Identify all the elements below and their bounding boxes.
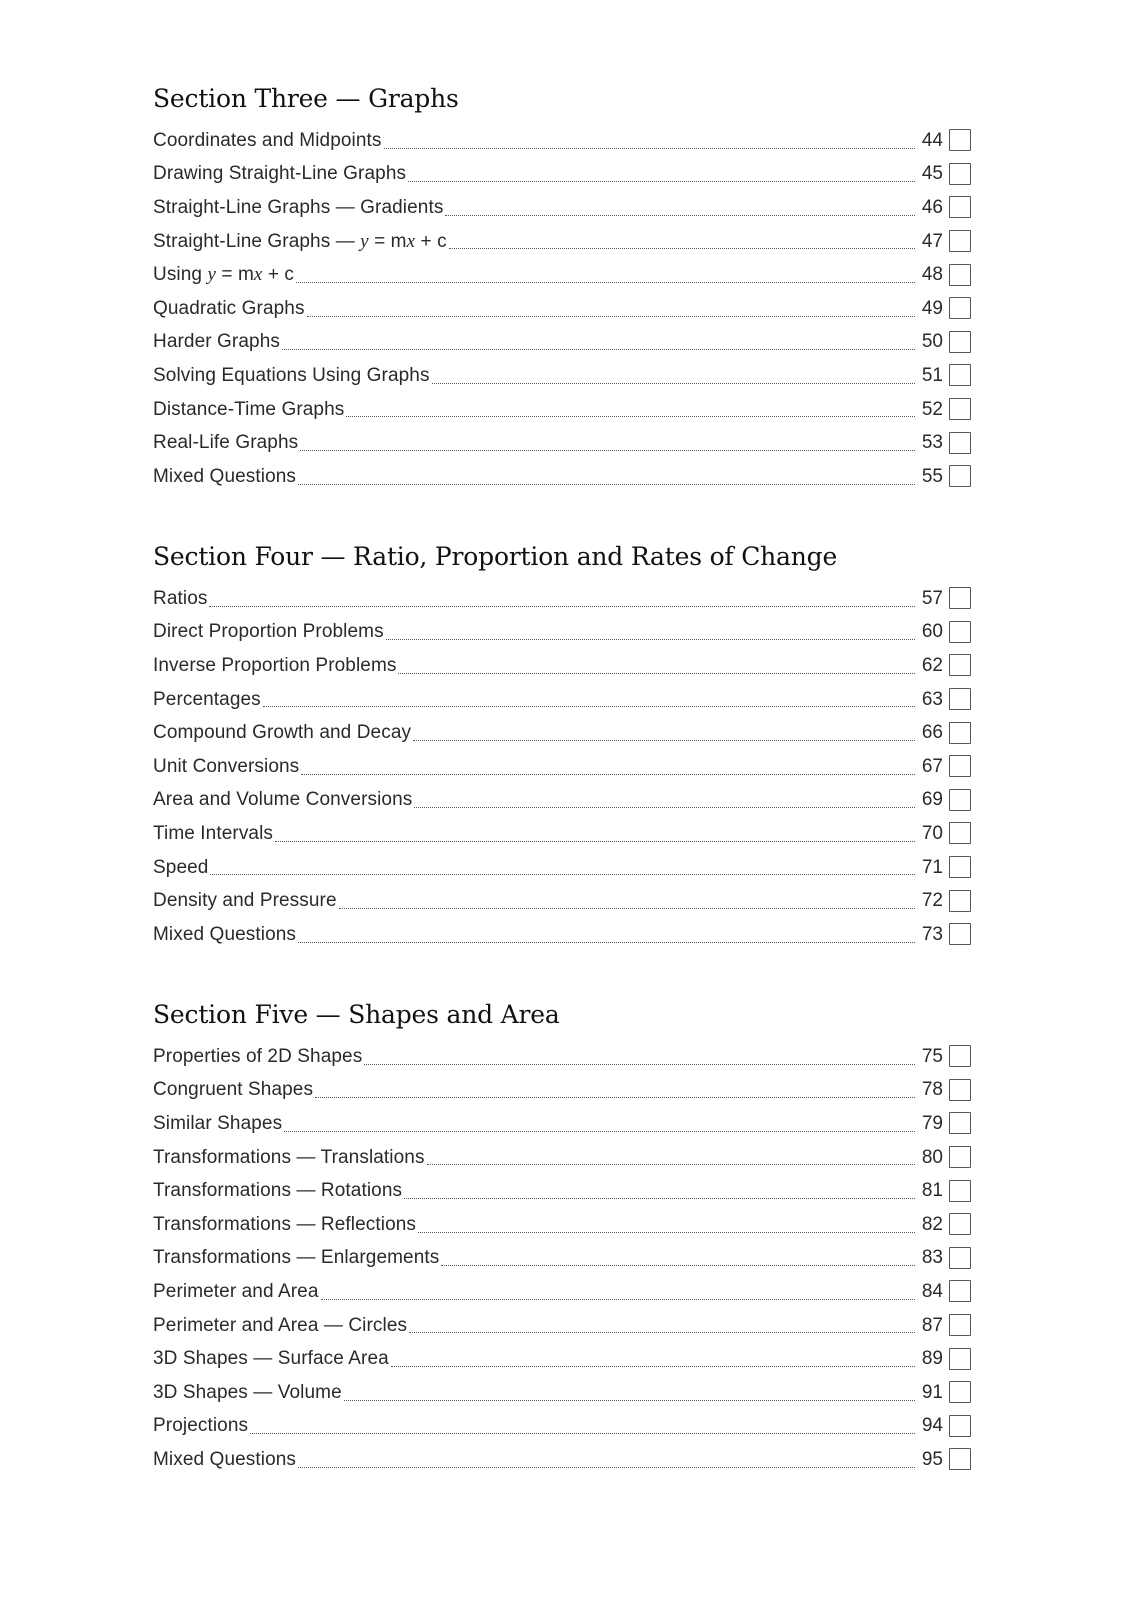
progress-checkbox[interactable] xyxy=(949,196,971,218)
toc-entry xyxy=(153,1074,971,1108)
entry-page-number: 69 xyxy=(921,789,943,811)
progress-checkbox[interactable] xyxy=(949,1247,971,1269)
toc-entry xyxy=(153,649,971,683)
toc-entry xyxy=(153,426,971,460)
dot-leader xyxy=(315,1097,915,1098)
entry-title: Transformations — Translations xyxy=(153,1146,425,1168)
entry-page-number: 44 xyxy=(921,129,943,151)
dot-leader xyxy=(284,1131,915,1132)
progress-checkbox[interactable] xyxy=(949,1112,971,1134)
progress-checkbox[interactable] xyxy=(949,755,971,777)
toc-entry xyxy=(153,359,971,393)
entry-page-number: 95 xyxy=(921,1448,943,1470)
entry-page-number: 78 xyxy=(921,1079,943,1101)
entry-page-number: 80 xyxy=(921,1146,943,1168)
entry-title: Transformations — Enlargements xyxy=(153,1247,440,1269)
progress-checkbox[interactable] xyxy=(949,789,971,811)
progress-checkbox[interactable] xyxy=(949,364,971,386)
dot-leader xyxy=(250,1433,915,1434)
dot-leader xyxy=(404,1198,915,1199)
entry-page-number: 53 xyxy=(921,432,943,454)
toc-entry xyxy=(153,124,971,158)
toc-entry xyxy=(153,393,971,427)
dot-leader xyxy=(409,1332,915,1333)
entry-title: Quadratic Graphs xyxy=(153,297,305,319)
progress-checkbox[interactable] xyxy=(949,1180,971,1202)
section-entries xyxy=(153,1040,971,1477)
entry-title: Straight-Line Graphs — y = mx + c xyxy=(153,230,447,252)
section-four xyxy=(153,542,971,952)
section-five xyxy=(153,1000,971,1477)
dot-leader xyxy=(413,740,915,741)
toc-entry xyxy=(153,1376,971,1410)
dot-leader xyxy=(418,1232,915,1233)
progress-checkbox[interactable] xyxy=(949,1415,971,1437)
dot-leader xyxy=(300,450,915,451)
entry-title: Real-Life Graphs xyxy=(153,432,299,454)
entry-title: Using y = mx + c xyxy=(153,264,295,286)
toc-entry xyxy=(153,158,971,192)
toc-entry xyxy=(153,225,971,259)
toc-entry xyxy=(153,1410,971,1444)
entry-title: Harder Graphs xyxy=(153,331,280,353)
entry-page-number: 91 xyxy=(921,1381,943,1403)
progress-checkbox[interactable] xyxy=(949,297,971,319)
dot-leader xyxy=(386,639,915,640)
entry-page-number: 94 xyxy=(921,1415,943,1437)
entry-title: Area and Volume Conversions xyxy=(153,789,413,811)
toc-entry xyxy=(153,817,971,851)
toc-entry xyxy=(153,918,971,952)
progress-checkbox[interactable] xyxy=(949,688,971,710)
toc-entry xyxy=(153,616,971,650)
entry-page-number: 47 xyxy=(921,230,943,252)
progress-checkbox[interactable] xyxy=(949,129,971,151)
entry-page-number: 75 xyxy=(921,1045,943,1067)
dot-leader xyxy=(282,349,915,350)
toc-entry xyxy=(153,1174,971,1208)
section-entries xyxy=(153,582,971,952)
toc-entry xyxy=(153,460,971,494)
entry-title: Compound Growth and Decay xyxy=(153,722,412,744)
toc-entry xyxy=(153,1040,971,1074)
entry-page-number: 83 xyxy=(921,1247,943,1269)
dot-leader xyxy=(441,1265,915,1266)
entry-title: Transformations — Rotations xyxy=(153,1180,403,1202)
dot-leader xyxy=(391,1366,915,1367)
entry-title: Ratios xyxy=(153,587,208,609)
progress-checkbox[interactable] xyxy=(949,822,971,844)
entry-title: Properties of 2D Shapes xyxy=(153,1045,363,1067)
dot-leader xyxy=(209,606,915,607)
section-title: Section Five — Shapes and Area xyxy=(153,1000,560,1029)
toc-entry xyxy=(153,258,971,292)
dot-leader xyxy=(298,484,915,485)
entry-page-number: 87 xyxy=(921,1314,943,1336)
entry-title: Distance-Time Graphs xyxy=(153,398,345,420)
entry-title: Drawing Straight-Line Graphs xyxy=(153,163,407,185)
toc-entry xyxy=(153,750,971,784)
entry-title: Transformations — Reflections xyxy=(153,1213,417,1235)
entry-title: 3D Shapes — Surface Area xyxy=(153,1348,389,1370)
entry-page-number: 50 xyxy=(921,331,943,353)
entry-title: Speed xyxy=(153,856,209,878)
entry-title: Direct Proportion Problems xyxy=(153,621,384,643)
entry-title: Unit Conversions xyxy=(153,755,300,777)
dot-leader xyxy=(275,841,915,842)
progress-checkbox[interactable] xyxy=(949,1381,971,1403)
entry-page-number: 48 xyxy=(921,264,943,286)
toc-entry xyxy=(153,1107,971,1141)
toc-entry xyxy=(153,326,971,360)
progress-checkbox[interactable] xyxy=(949,230,971,252)
toc-entry xyxy=(153,884,971,918)
entry-page-number: 55 xyxy=(921,465,943,487)
entry-page-number: 82 xyxy=(921,1213,943,1235)
entry-page-number: 66 xyxy=(921,722,943,744)
progress-checkbox[interactable] xyxy=(949,856,971,878)
toc-entry xyxy=(153,191,971,225)
dot-leader xyxy=(307,316,915,317)
dot-leader xyxy=(298,1467,915,1468)
progress-checkbox[interactable] xyxy=(949,621,971,643)
dot-leader xyxy=(414,807,915,808)
dot-leader xyxy=(364,1064,915,1065)
dot-leader xyxy=(296,282,915,283)
entry-title: Mixed Questions xyxy=(153,1448,297,1470)
entry-title: Coordinates and Midpoints xyxy=(153,129,382,151)
dot-leader xyxy=(263,706,915,707)
progress-checkbox[interactable] xyxy=(949,1146,971,1168)
entry-page-number: 46 xyxy=(921,196,943,218)
entry-page-number: 79 xyxy=(921,1112,943,1134)
progress-checkbox[interactable] xyxy=(949,890,971,912)
progress-checkbox[interactable] xyxy=(949,398,971,420)
dot-leader xyxy=(210,874,915,875)
entry-title: Solving Equations Using Graphs xyxy=(153,364,430,386)
dot-leader xyxy=(445,215,915,216)
entry-title: Projections xyxy=(153,1415,249,1437)
entry-page-number: 72 xyxy=(921,890,943,912)
section-entries xyxy=(153,124,971,494)
dot-leader xyxy=(346,416,915,417)
entry-page-number: 81 xyxy=(921,1180,943,1202)
progress-checkbox[interactable] xyxy=(949,722,971,744)
progress-checkbox[interactable] xyxy=(949,1348,971,1370)
toc-entry xyxy=(153,1141,971,1175)
progress-checkbox[interactable] xyxy=(949,923,971,945)
dot-leader xyxy=(398,673,915,674)
dot-leader xyxy=(408,181,915,182)
toc-entry xyxy=(153,582,971,616)
entry-page-number: 49 xyxy=(921,297,943,319)
progress-checkbox[interactable] xyxy=(949,163,971,185)
progress-checkbox[interactable] xyxy=(949,331,971,353)
section-three xyxy=(153,84,971,494)
progress-checkbox[interactable] xyxy=(949,1045,971,1067)
section-title: Section Four — Ratio, Proportion and Rates of Change xyxy=(153,542,838,571)
toc-entry xyxy=(153,1242,971,1276)
toc-entry xyxy=(153,1275,971,1309)
entry-page-number: 89 xyxy=(921,1348,943,1370)
dot-leader xyxy=(344,1400,915,1401)
entry-title: Mixed Questions xyxy=(153,923,297,945)
entry-title: Perimeter and Area — Circles xyxy=(153,1314,408,1336)
dot-leader xyxy=(339,908,915,909)
entry-page-number: 84 xyxy=(921,1280,943,1302)
entry-page-number: 45 xyxy=(921,163,943,185)
toc-entry xyxy=(153,1443,971,1477)
progress-checkbox[interactable] xyxy=(949,1213,971,1235)
dot-leader xyxy=(301,774,915,775)
entry-title: Perimeter and Area xyxy=(153,1280,319,1302)
entry-title: Congruent Shapes xyxy=(153,1079,314,1101)
entry-page-number: 71 xyxy=(921,856,943,878)
toc-entry xyxy=(153,683,971,717)
entry-page-number: 73 xyxy=(921,923,943,945)
entry-title: Density and Pressure xyxy=(153,890,337,912)
toc-entry xyxy=(153,1342,971,1376)
toc-entry xyxy=(153,851,971,885)
dot-leader xyxy=(384,148,915,149)
progress-checkbox[interactable] xyxy=(949,465,971,487)
toc-entry xyxy=(153,784,971,818)
entry-title: Similar Shapes xyxy=(153,1112,283,1134)
dot-leader xyxy=(298,942,915,943)
entry-page-number: 60 xyxy=(921,621,943,643)
entry-title: Mixed Questions xyxy=(153,465,297,487)
dot-leader xyxy=(427,1164,915,1165)
entry-page-number: 63 xyxy=(921,688,943,710)
entry-title: 3D Shapes — Volume xyxy=(153,1381,342,1403)
toc-entry xyxy=(153,292,971,326)
progress-checkbox[interactable] xyxy=(949,1079,971,1101)
entry-page-number: 70 xyxy=(921,822,943,844)
entry-page-number: 51 xyxy=(921,364,943,386)
entry-title: Time Intervals xyxy=(153,822,274,844)
section-title: Section Three — Graphs xyxy=(153,84,459,113)
entry-title: Inverse Proportion Problems xyxy=(153,654,397,676)
progress-checkbox[interactable] xyxy=(949,1280,971,1302)
entry-title: Percentages xyxy=(153,688,261,710)
entry-page-number: 67 xyxy=(921,755,943,777)
dot-leader xyxy=(321,1299,916,1300)
toc-entry xyxy=(153,1309,971,1343)
entry-page-number: 52 xyxy=(921,398,943,420)
progress-checkbox[interactable] xyxy=(949,1448,971,1470)
entry-title: Straight-Line Graphs — Gradients xyxy=(153,196,444,218)
dot-leader xyxy=(432,383,915,384)
entry-page-number: 57 xyxy=(921,587,943,609)
progress-checkbox[interactable] xyxy=(949,432,971,454)
progress-checkbox[interactable] xyxy=(949,264,971,286)
progress-checkbox[interactable] xyxy=(949,1314,971,1336)
toc-entry xyxy=(153,1208,971,1242)
entry-page-number: 62 xyxy=(921,654,943,676)
progress-checkbox[interactable] xyxy=(949,654,971,676)
progress-checkbox[interactable] xyxy=(949,587,971,609)
toc-entry xyxy=(153,716,971,750)
dot-leader xyxy=(449,248,915,249)
